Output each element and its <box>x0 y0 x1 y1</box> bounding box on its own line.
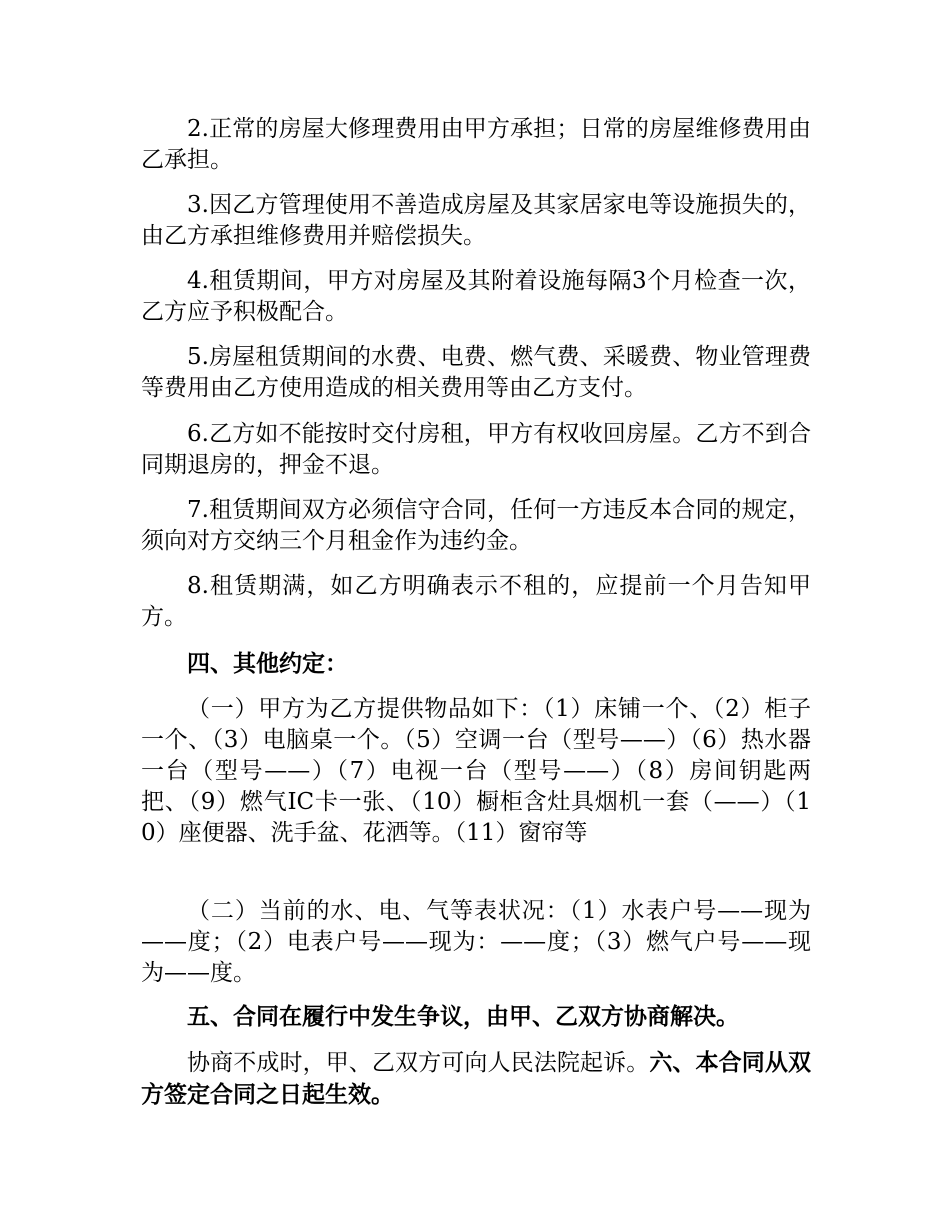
clause-3: 3.因乙方管理使用不善造成房屋及其家居家电等设施损失的，由乙方承担维修费用并赔偿损失。 <box>141 192 811 249</box>
section-4-items-paragraph: （一）甲方为乙方提供物品如下：（1）床铺一个、（2）柜子一个、（3）电脑桌一个。（5）空调一台（型号——）（6）热水器一台（型号——）（7）电视一台（型号——）（8）房间钥匙两把、（9）燃气IC卡一张、（10）橱柜含灶具烟机一套（——）（10）座便器、洗手盆、花洒等。（11）窗帘等 <box>141 696 811 846</box>
section-6-heading: 六、本合同从双方签定合同之日起生效。 <box>141 1049 812 1108</box>
clause-6: 6.乙方如不能按时交付房租，甲方有权收回房屋。乙方不到合同期退房的，押金不退。 <box>141 421 811 478</box>
dispute-text: 协商不成时，甲、乙双方可向人民法院起诉。 <box>187 1050 650 1076</box>
clause-2: 2.正常的房屋大修理费用由甲方承担；日常的房屋维修费用由乙承担。 <box>141 116 811 173</box>
clause-7: 7.租赁期间双方必须信守合同，任何一方违反本合同的规定，须向对方交纳三个月租金作为违约金。 <box>141 497 811 554</box>
clause-5: 5.房屋租赁期间的水费、电费、燃气费、采暖费、物业管理费等费用由乙方使用造成的相关费用等由乙方支付。 <box>141 344 811 401</box>
section-4-meters-paragraph: （二）当前的水、电、气等表状况：（1）水表户号——现为——度；（2）电表户号——现为：——度；（3）燃气户号——现为——度。 <box>141 898 811 986</box>
clause-4: 4.租赁期间，甲方对房屋及其附着设施每隔3个月检查一次，乙方应予积极配合。 <box>141 268 811 325</box>
section-5-heading: 五、合同在履行中发生争议，由甲、乙双方协商解决。 <box>187 1003 739 1030</box>
section-4-heading: 四、其他约定： <box>187 650 348 677</box>
clause-8: 8.租赁期满，如乙方明确表示不租的，应提前一个月告知甲方。 <box>141 573 811 630</box>
section-5-body <box>141 1047 811 1111</box>
